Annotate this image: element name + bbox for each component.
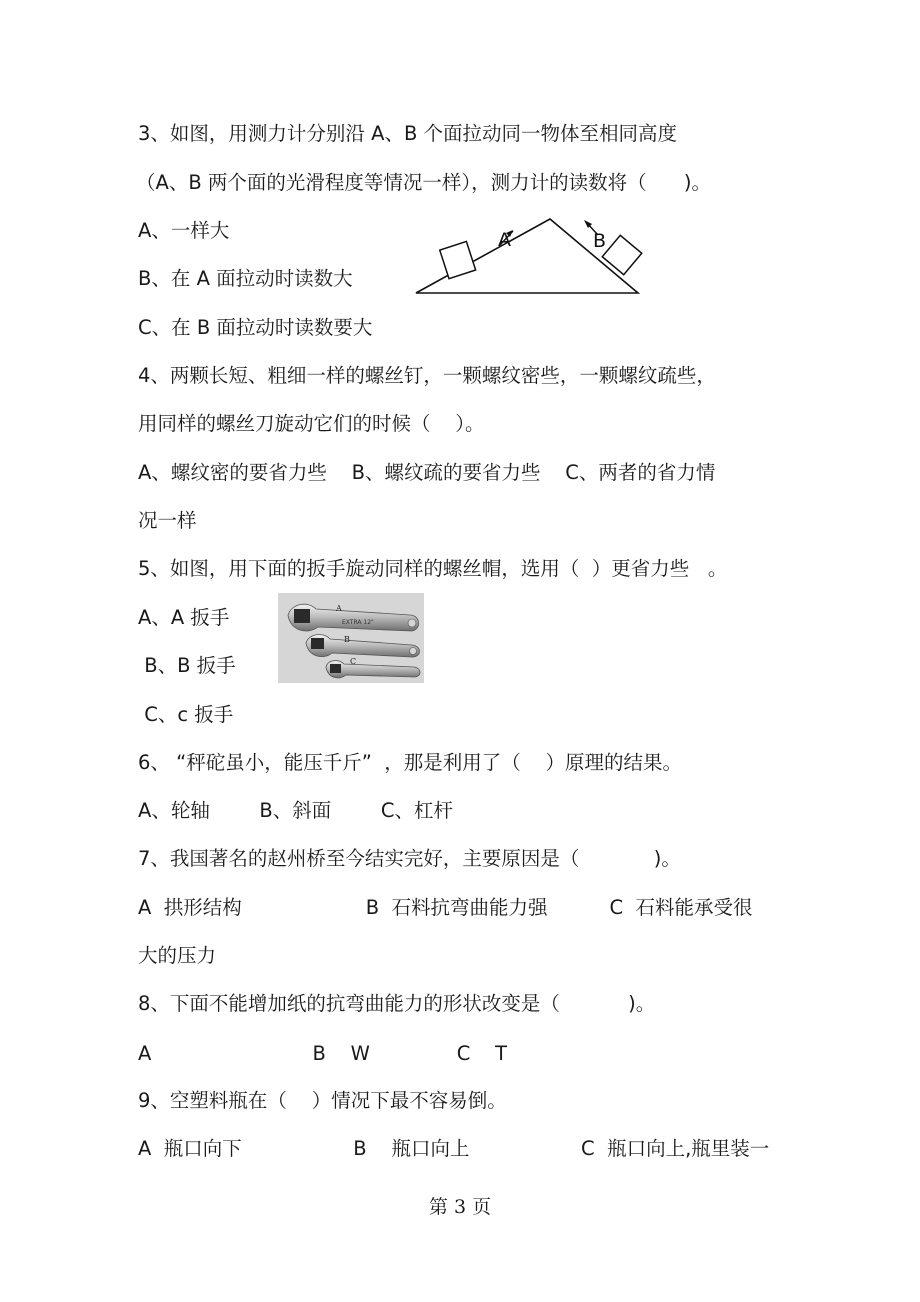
q9-options: A 瓶口向下 B 瓶口向上 C 瓶口向上,瓶里装一 [138, 1137, 770, 1160]
q3-stem-line1: 3、如图，用测力计分别沿 A、B 个面拉动同一物体至相同高度 [138, 122, 678, 145]
page-number: 第 3 页 [428, 1196, 492, 1218]
q8-options: A B W C T [138, 1042, 508, 1065]
q4-stem-line1: 4、两颗长短、粗细一样的螺丝钉，一颗螺纹密些，一颗螺纹疏些， [138, 364, 716, 387]
q5-option-b: B、B 扳手 [138, 654, 236, 677]
q5-option-a: A、A 扳手 [138, 606, 230, 629]
label-a: A [498, 229, 511, 251]
block-a [440, 241, 476, 278]
label-b: B [593, 230, 607, 252]
q5-stem: 5、如图，用下面的扳手旋动同样的螺丝帽，选用（ ）更省力些 。 [138, 557, 728, 580]
q8-stem: 8、下面不能增加纸的抗弯曲能力的形状改变是（ )。 [138, 992, 656, 1015]
wrench-a-text: EXTRA 12" [342, 619, 374, 626]
q9-stem: 9、空塑料瓶在（ ）情况下最不容易倒。 [138, 1089, 507, 1112]
wrench-a-label: A [336, 604, 342, 613]
q4-stem-line2: 用同样的螺丝刀旋动它们的时候（ ）。 [138, 412, 485, 435]
q3-option-b: B、在 A 面拉动时读数大 [138, 267, 353, 290]
q3-option-a: A、一样大 [138, 219, 230, 242]
q3-option-c: C、在 B 面拉动时读数要大 [138, 316, 373, 339]
q4-options-line1: A、螺纹密的要省力些 B、螺纹疏的要省力些 C、两者的省力情 [138, 461, 716, 484]
q6-stem: 6、 “秤砣虽小，能压千斤” ，那是利用了（ ）原理的结果。 [138, 751, 683, 774]
q5-option-c: C、c 扳手 [138, 703, 234, 726]
wrench-photo [278, 593, 424, 683]
wrench-b-label: B [344, 635, 350, 644]
q7-options-line2: 大的压力 [138, 944, 217, 967]
q3-stem-line2: （A、B 两个面的光滑程度等情况一样），测力计的读数将（ )。 [136, 171, 711, 194]
incline-figure [400, 205, 650, 300]
q6-options: A、轮轴 B、斜面 C、杠杆 [138, 799, 454, 822]
wrench-c-label: C [350, 657, 357, 666]
q7-stem: 7、我国著名的赵州桥至今结实完好，主要原因是（ )。 [138, 847, 681, 870]
q7-options-line1: A 拱形结构 B 石料抗弯曲能力强 C 石料能承受很 [138, 896, 753, 919]
q4-options-line2: 况一样 [138, 509, 197, 532]
